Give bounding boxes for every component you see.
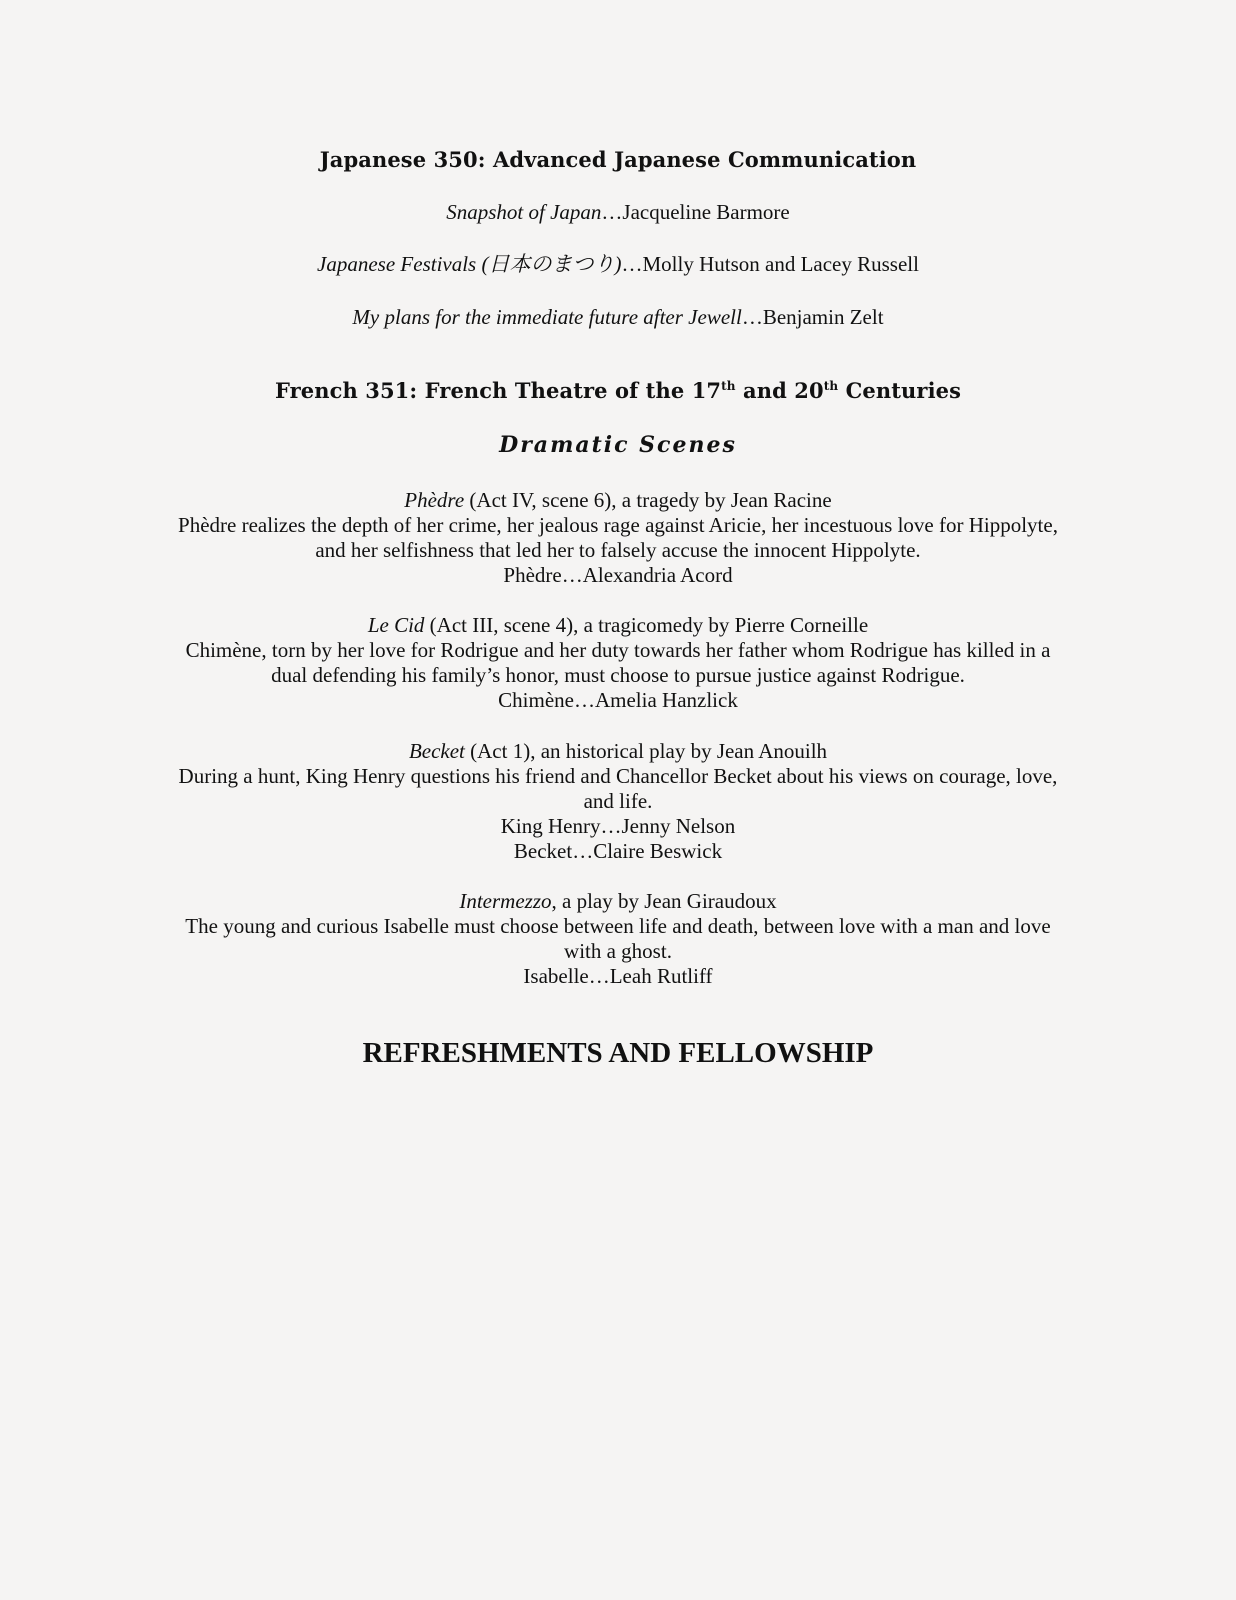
scene-description: with a ghost.: [564, 939, 672, 963]
superscript: th: [823, 379, 839, 393]
scene-description: Phèdre realizes the depth of her crime, her jealous rage against Aricie, her incestuous love for Hippolyte,: [178, 513, 1058, 537]
scene-description: The young and curious Isabelle must choose between life and death, between love with a man and love: [185, 914, 1051, 938]
heading-part: French 351: French Theatre of the 17: [274, 378, 722, 403]
play-title: Phèdre: [404, 488, 465, 512]
dramatic-scenes-subheading: Dramatic Scenes: [499, 432, 737, 458]
play-info: (Act IV, scene 6), a tragedy by Jean Racine: [464, 488, 832, 512]
item-title: Japanese Festivals (日本のまつり): [317, 252, 622, 276]
play-title: Becket: [408, 739, 465, 763]
item-credit: …Molly Hutson and Lacey Russell: [621, 252, 919, 276]
scene-description: Chimène, torn by her love for Rodrigue and her duty towards her father whom Rodrigue has killed in a: [185, 638, 1051, 662]
heading-part: and 20: [735, 378, 824, 403]
closing-heading: REFRESHMENTS AND FELLOWSHIP: [362, 1037, 874, 1069]
japanese-heading: Japanese 350: Advanced Japanese Communication: [319, 147, 917, 172]
cast-entry: Chimène…Amelia Hanzlick: [498, 688, 738, 712]
scene-title-line: [0, 487, 1236, 513]
cast-entry: Phèdre…Alexandria Acord: [503, 563, 733, 587]
cast-entry: King Henry…Jenny Nelson: [500, 814, 736, 838]
play-info: (Act 1), an historical play by Jean Anouilh: [464, 739, 828, 763]
japanese-item: [0, 251, 1236, 277]
superscript: th: [721, 379, 736, 393]
scene-title-line: [0, 612, 1236, 638]
japanese-item: [0, 199, 1236, 225]
play-info: , a play by Jean Giraudoux: [551, 889, 777, 913]
item-credit: …Benjamin Zelt: [741, 305, 884, 329]
play-title: Le Cid: [367, 613, 425, 637]
scene-title-line: [0, 888, 1236, 914]
japanese-item: [0, 304, 1236, 330]
scene-description: dual defending his family’s honor, must choose to pursue justice against Rodrigue.: [271, 663, 965, 687]
cast-entry: Becket…Claire Beswick: [513, 839, 723, 863]
scene-description: and her selfishness that led her to falsely accuse the innocent Hippolyte.: [315, 538, 921, 562]
play-info: (Act III, scene 4), a tragicomedy by Pierre Corneille: [424, 613, 869, 637]
scene-description: and life.: [583, 789, 653, 813]
item-title: My plans for the immediate future after Jewell: [352, 305, 742, 329]
french-heading: [0, 378, 1236, 404]
item-credit: …Jacqueline Barmore: [601, 200, 790, 224]
scene-description: During a hunt, King Henry questions his friend and Chancellor Becket about his views on courage, love,: [178, 764, 1058, 788]
item-title: Snapshot of Japan: [446, 200, 602, 224]
play-title: Intermezzo: [459, 889, 552, 913]
cast-entry: Isabelle…Leah Rutliff: [523, 964, 713, 988]
heading-part: Centuries: [838, 378, 962, 403]
scene-title-line: [0, 738, 1236, 764]
